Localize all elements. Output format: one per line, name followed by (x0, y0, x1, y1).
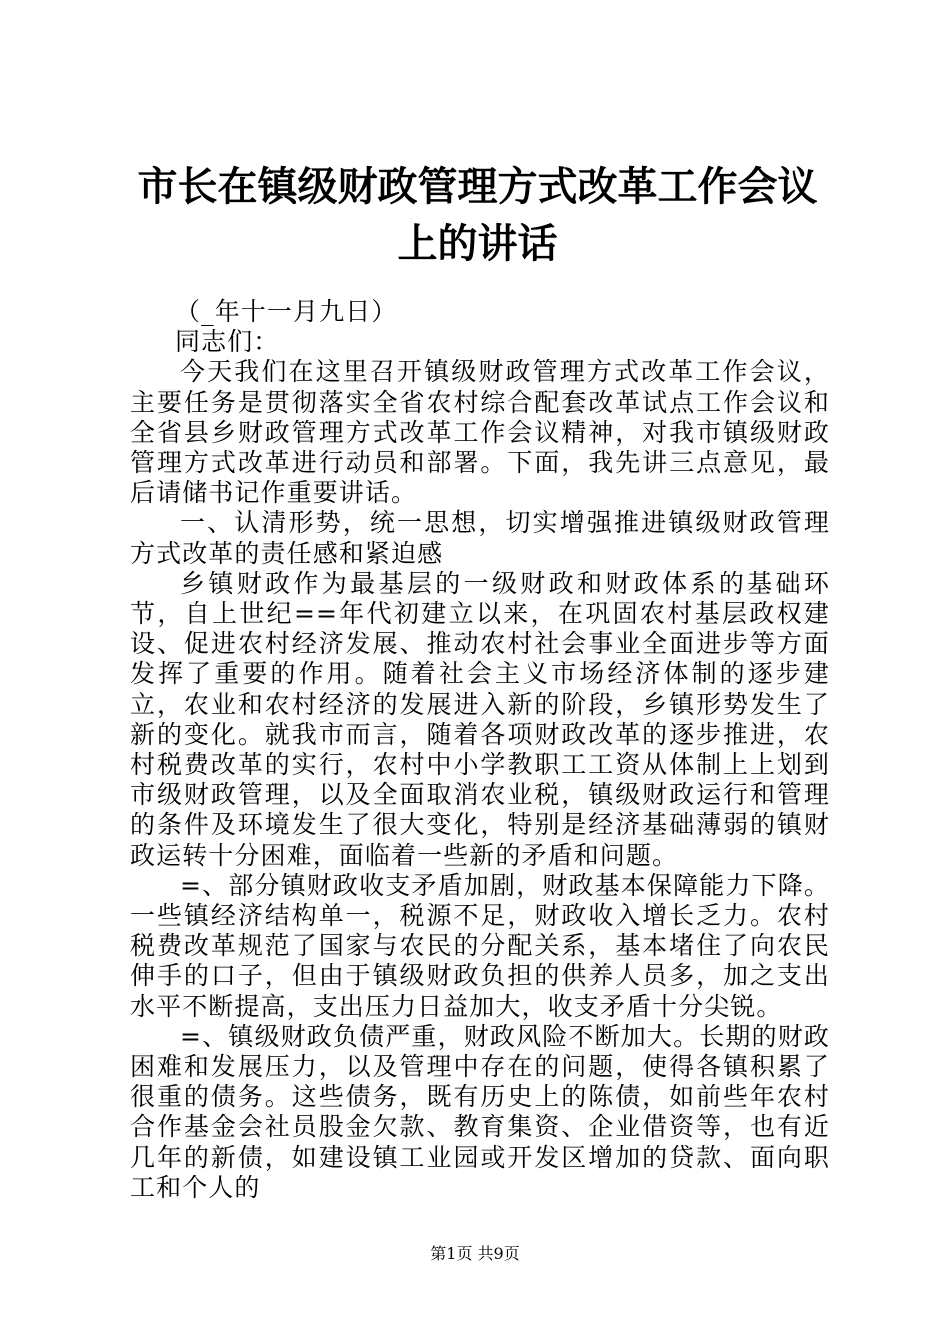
paragraph: 乡镇财政作为最基层的一级财政和财政体系的基础环节，自上世纪==年代初建立以来，在巩固农村基层政权建设、促进农村经济发展、推动农村社会事业全面进步等方面发挥了重要的作用。随着社会主义市场经济体制的逐步建立，农业和农村经济的发展进入新的阶段，乡镇形势发生了新的变化。就我市而言，随着各项财政改革的逐步推进，农村税费改革的实行，农村中小学教职工工资从体制上上划到市级财政管理，以及全面取消农业税，镇级财政运行和管理的条件及环境发生了很大变化，特别是经济基础薄弱的镇财政运转十分困难，面临着一些新的矛盾和问题。 (130, 568, 830, 870)
paragraph: =、部分镇财政收支矛盾加剧，财政基本保障能力下降。一些镇经济结构单一，税源不足，财政收入增长乏力。农村税费改革规范了国家与农民的分配关系，基本堵住了向农民伸手的口子，但由于镇级财政负担的供养人员多，加之支出水平不断提高，支出压力日益加大，收支矛盾十分尖锐。 (130, 870, 830, 1021)
paragraph: =、镇级财政负债严重，财政风险不断加大。长期的财政困难和发展压力，以及管理中存在的问题，使得各镇积累了很重的债务。这些债务，既有历史上的陈债，如前些年农村合作基金会社员股金欠款、教育集资、企业借资等，也有近几年的新债，如建设镇工业园或开发区增加的贷款、面向职工和个人的 (130, 1021, 830, 1202)
document-body (130, 297, 830, 1203)
page-footer: 第1页 共9页 (430, 1244, 520, 1263)
paragraph: 今天我们在这里召开镇级财政管理方式改革工作会议，主要任务是贯彻落实全省农村综合配套改革试点工作会议和全省县乡财政管理方式改革工作会议精神，对我市镇级财政管理方式改革进行动员和部署。下面，我先讲三点意见，最后请储书记作重要讲话。 (130, 357, 830, 508)
greeting: 同志们： (175, 327, 280, 357)
speech-date: （_年十一月九日） (175, 297, 398, 326)
document-title: 市长在镇级财政管理方式改革工作会议上的讲话 (137, 163, 818, 267)
section-heading: 一、认清形势，统一思想，切实增强推进镇级财政管理方式改革的责任感和紧迫感 (130, 508, 830, 568)
